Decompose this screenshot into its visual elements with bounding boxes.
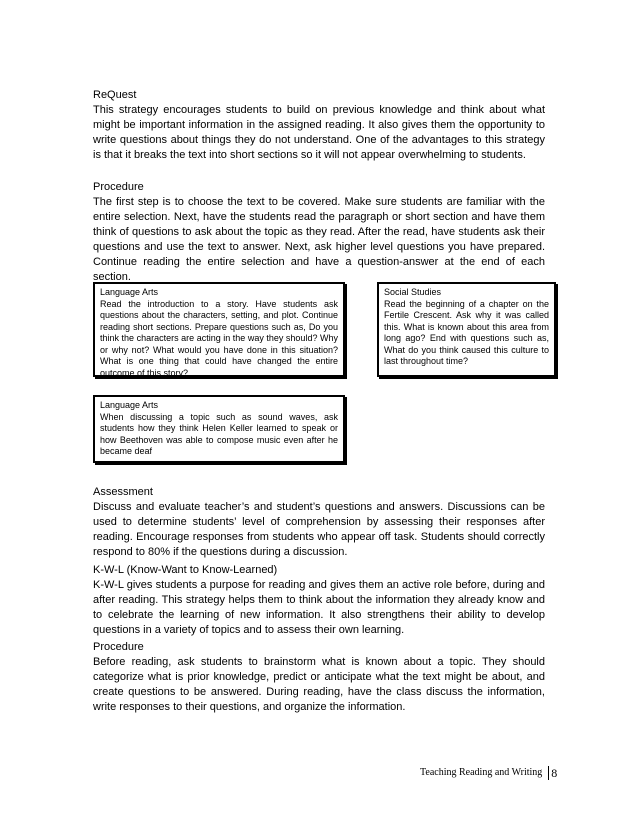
footer-divider xyxy=(548,766,549,780)
kwl-section xyxy=(93,563,545,638)
language-arts-title-1: Language Arts xyxy=(100,287,159,297)
procedure-heading-1: Procedure xyxy=(93,181,144,193)
social-studies-text: Read the beginning of a chapter on the Fertile Crescent. Ask why it was called this. What is known about this area from long ago? End with questions such as, What do you think caused this culture to last throughout time? xyxy=(384,298,549,366)
footer-title: Teaching Reading and Writing xyxy=(420,767,543,778)
social-studies-example-box xyxy=(377,282,556,377)
page-number: 8 xyxy=(551,766,558,780)
procedure-heading-2: Procedure xyxy=(93,641,144,653)
request-section xyxy=(93,88,545,163)
procedure-body-1: The first step is to choose the text to be covered. Make sure students are familiar with the entire selection. Next, have the students read the paragraph or short section and have them think of questions to ask about the topic as they read. After the read, have students ask their questions and use the text to answer. Next, ask higher level questions you have prepared. Continue reading the entire selection and have a question-answer at the end of each section. xyxy=(93,196,545,283)
language-arts-title-2: Language Arts xyxy=(100,400,159,410)
procedure-section-2 xyxy=(93,640,545,715)
language-arts-text-2: When discussing a topic such as sound waves, ask students how they think Helen Keller learned to speak or how Beethoven was able to compose music even after he became deaf xyxy=(100,411,338,456)
procedure-body-2: Before reading, ask students to brainstorm what is known about a topic. They should categorize what is prior knowledge, predict or anticipate what the text might be about, and create questions to be answered. During reading, have the class discuss the information, write responses to their questions, and organize the information. xyxy=(93,656,545,713)
kwl-body: K-W-L gives students a purpose for reading and gives them an active role before, during and after reading. This strategy helps them to think about the information they already know and to celebrate the learning of new information. It also strengthens their ability to develop questions in a variety of topics and to assess their own learning. xyxy=(93,579,545,636)
kwl-heading: K-W-L (Know-Want to Know-Learned) xyxy=(93,564,278,576)
request-heading: ReQuest xyxy=(93,89,137,101)
assessment-heading: Assessment xyxy=(93,486,153,498)
page-footer xyxy=(420,766,557,780)
assessment-body: Discuss and evaluate teacher’s and student’s questions and answers. Discussions can be used to determine students’ level of comprehension by assessing their responses after reading. Encourage responses from students who appear off task. Students should correctly respond to 80% if the questions during a discussion. xyxy=(93,501,545,558)
language-arts-example-box-2 xyxy=(93,395,345,463)
language-arts-example-box-1 xyxy=(93,282,345,377)
procedure-section-1 xyxy=(93,180,545,285)
language-arts-text-1: Read the introduction to a story. Have students ask questions about the characters, setting, and plot. Continue reading short sections. Prepare questions such as, Do you think the characters are acting in the way they should? Why or why not? What would you have done in this situation? What is one thing that could have changed the entire outcome of this story? xyxy=(100,298,338,378)
assessment-section xyxy=(93,485,545,560)
request-body: This strategy encourages students to build on previous knowledge and think about what might be important information in the assigned reading. It also gives them the opportunity to write questions about things they do not understand. One of the advantages to this strategy is that it breaks the text into short sections so it will not appear overwhelming to students. xyxy=(93,104,545,161)
social-studies-title: Social Studies xyxy=(384,287,442,297)
